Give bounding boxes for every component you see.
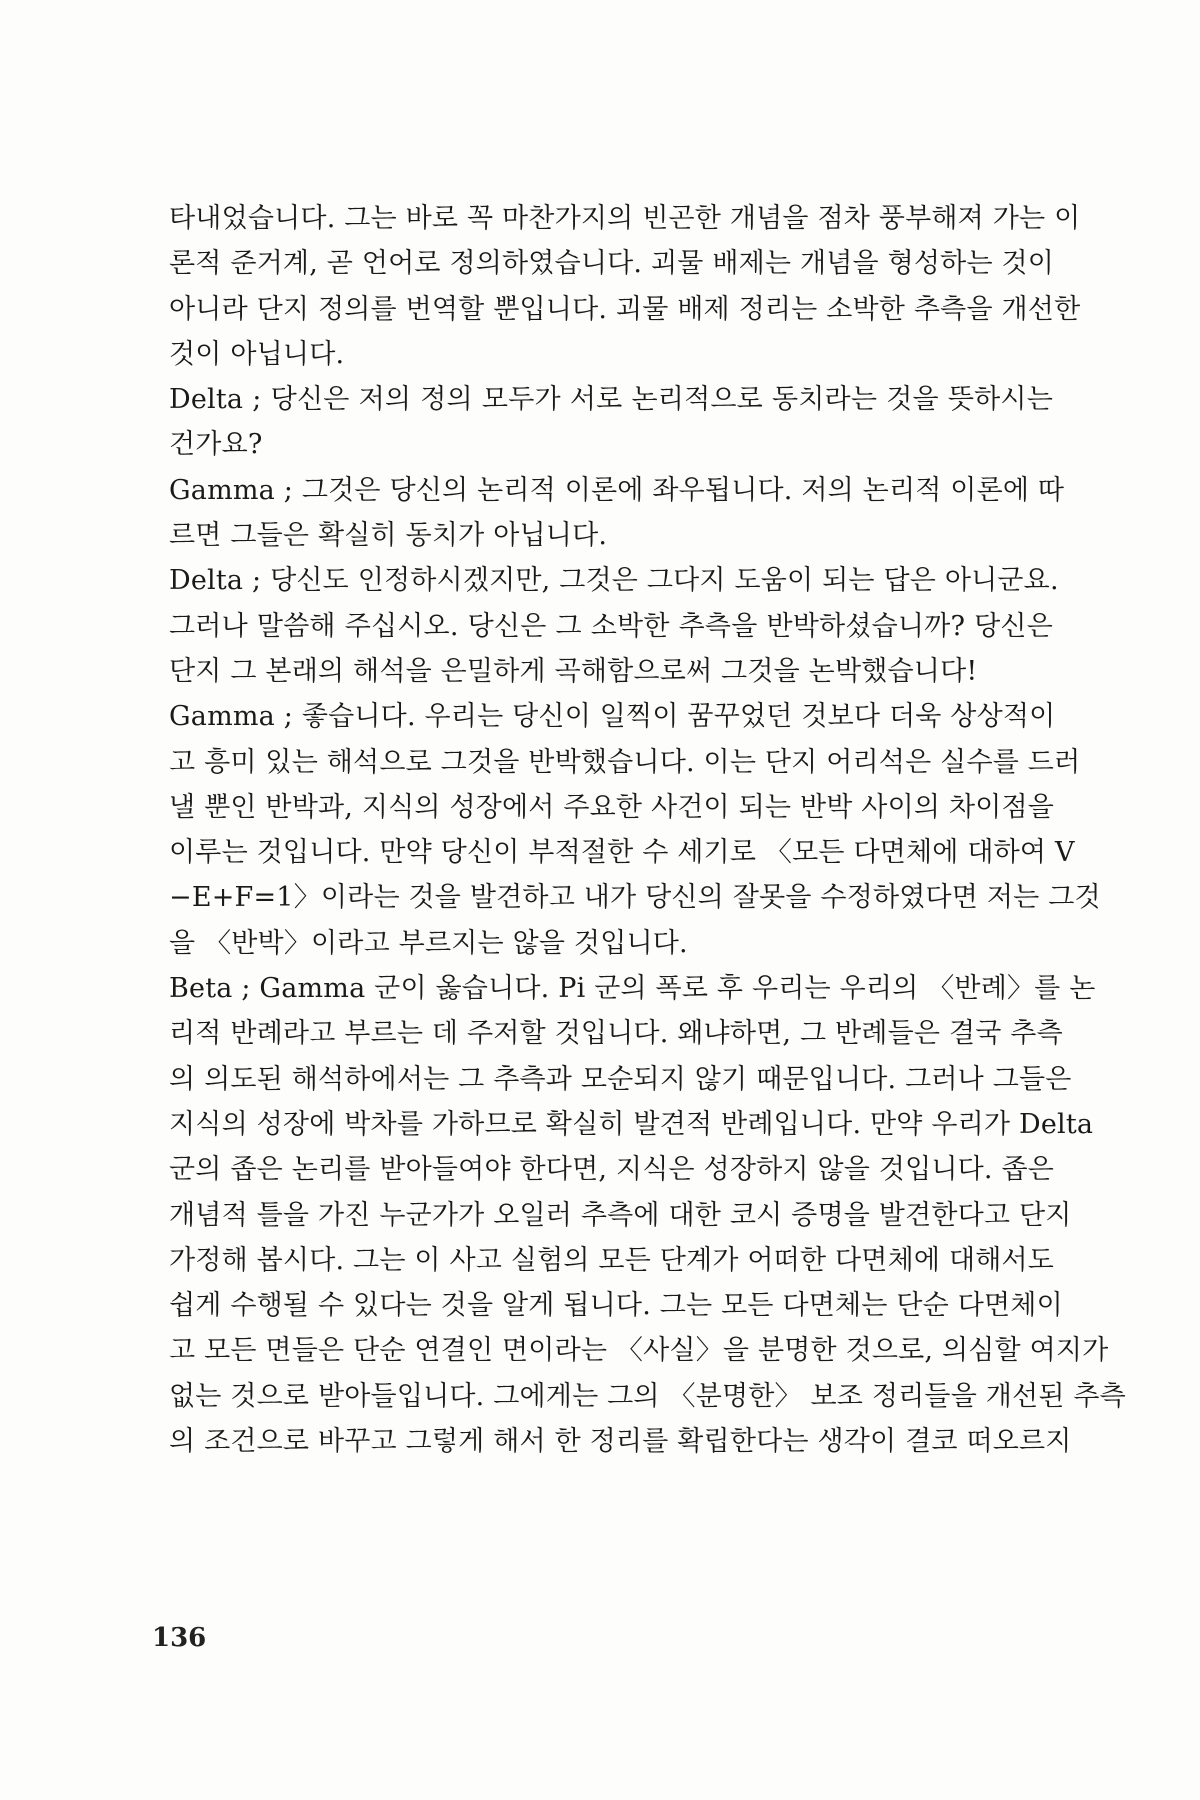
text-line: 건가요?	[169, 429, 263, 461]
text-line: 없는 것으로 받아들입니다. 그에게는 그의 〈분명한〉 보조 정리들을 개선된 추측	[169, 1380, 1126, 1412]
text-line: 고 흥미 있는 해석으로 그것을 반박했습니다. 이는 단지 어리석은 실수를 드러	[169, 746, 1081, 778]
text-line: 것이 아닙니다.	[169, 338, 345, 370]
text-line: Beta ; Gamma 군이 옳습니다. Pi 군의 폭로 후 우리는 우리의 〈반례〉를 논	[169, 973, 1096, 1005]
text-line: 단지 그 본래의 해석을 은밀하게 곡해함으로써 그것을 논박했습니다!	[169, 655, 978, 687]
text-line: Delta ; 당신은 저의 정의 모두가 서로 논리적으로 동치라는 것을 뜻하시는	[169, 384, 1053, 416]
text-line: 지식의 성장에 박차를 가하므로 확실히 발견적 반례입니다. 만약 우리가 Delta	[169, 1108, 1094, 1140]
text-line: 개념적 틀을 가진 누군가가 오일러 추측에 대한 코시 증명을 발견한다고 단지	[169, 1199, 1072, 1231]
text-line: 르면 그들은 확실히 동치가 아닙니다.	[169, 520, 608, 552]
text-line: 타내었습니다. 그는 바로 꼭 마찬가지의 빈곤한 개념을 점차 풍부해져 가는 이	[169, 203, 1081, 234]
text-line: −E+F=1〉이라는 것을 발견하고 내가 당신의 잘못을 수정하였다면 저는 그것	[169, 882, 1101, 914]
text-line: 의 의도된 해석하에서는 그 추측과 모순되지 않기 때문입니다. 그러나 그들은	[169, 1063, 1072, 1095]
text-line: Delta ; 당신도 인정하시겠지만, 그것은 그다지 도움이 되는 답은 아니군요.	[169, 565, 1059, 597]
text-line: 이루는 것입니다. 만약 당신이 부적절한 수 세기로 〈모든 다면체에 대하여 V	[169, 837, 1075, 869]
text-line: 고 모든 면들은 단순 연결인 면이라는 〈사실〉을 분명한 것으로, 의심할 여지가	[169, 1335, 1109, 1367]
text-line: 의 조건으로 바꾸고 그렇게 해서 한 정리를 확립한다는 생각이 결코 떠오르지	[169, 1426, 1072, 1458]
text-line: 군의 좁은 논리를 받아들여야 한다면, 지식은 성장하지 않을 것입니다. 좁은	[169, 1154, 1055, 1186]
text-line: Gamma ; 좋습니다. 우리는 당신이 일찍이 꿈꾸었던 것보다 더욱 상상적이	[169, 701, 1056, 733]
text-line: 아니라 단지 정의를 번역할 뿐입니다. 괴물 배제 정리는 소박한 추측을 개선한	[169, 293, 1081, 325]
text-line: 가정해 봅시다. 그는 이 사고 실험의 모든 단계가 어떠한 다면체에 대해서도	[169, 1244, 1055, 1276]
text-line: Gamma ; 그것은 당신의 논리적 이론에 좌우됩니다. 저의 논리적 이론에 따	[169, 474, 1065, 506]
body-text	[169, 196, 1126, 1464]
text-line: 그러나 말씀해 주십시오. 당신은 그 소박한 추측을 반박하셨습니까? 당신은	[169, 610, 1053, 642]
text-line: 리적 반례라고 부르는 데 주저할 것입니다. 왜냐하면, 그 반례들은 결국 추측	[169, 1018, 1063, 1050]
page-number: 136	[152, 1623, 207, 1653]
text-line: 쉽게 수행될 수 있다는 것을 알게 됩니다. 그는 모든 다면체는 단순 다면체이	[169, 1290, 1063, 1322]
text-line: 낼 뿐인 반박과, 지식의 성장에서 주요한 사건이 되는 반박 사이의 차이점을	[169, 791, 1055, 823]
text-line: 론적 준거계, 곧 언어로 정의하였습니다. 괴물 배제는 개념을 형성하는 것이	[169, 248, 1055, 280]
text-line: 을 〈반박〉이라고 부르지는 않을 것입니다.	[169, 927, 688, 959]
